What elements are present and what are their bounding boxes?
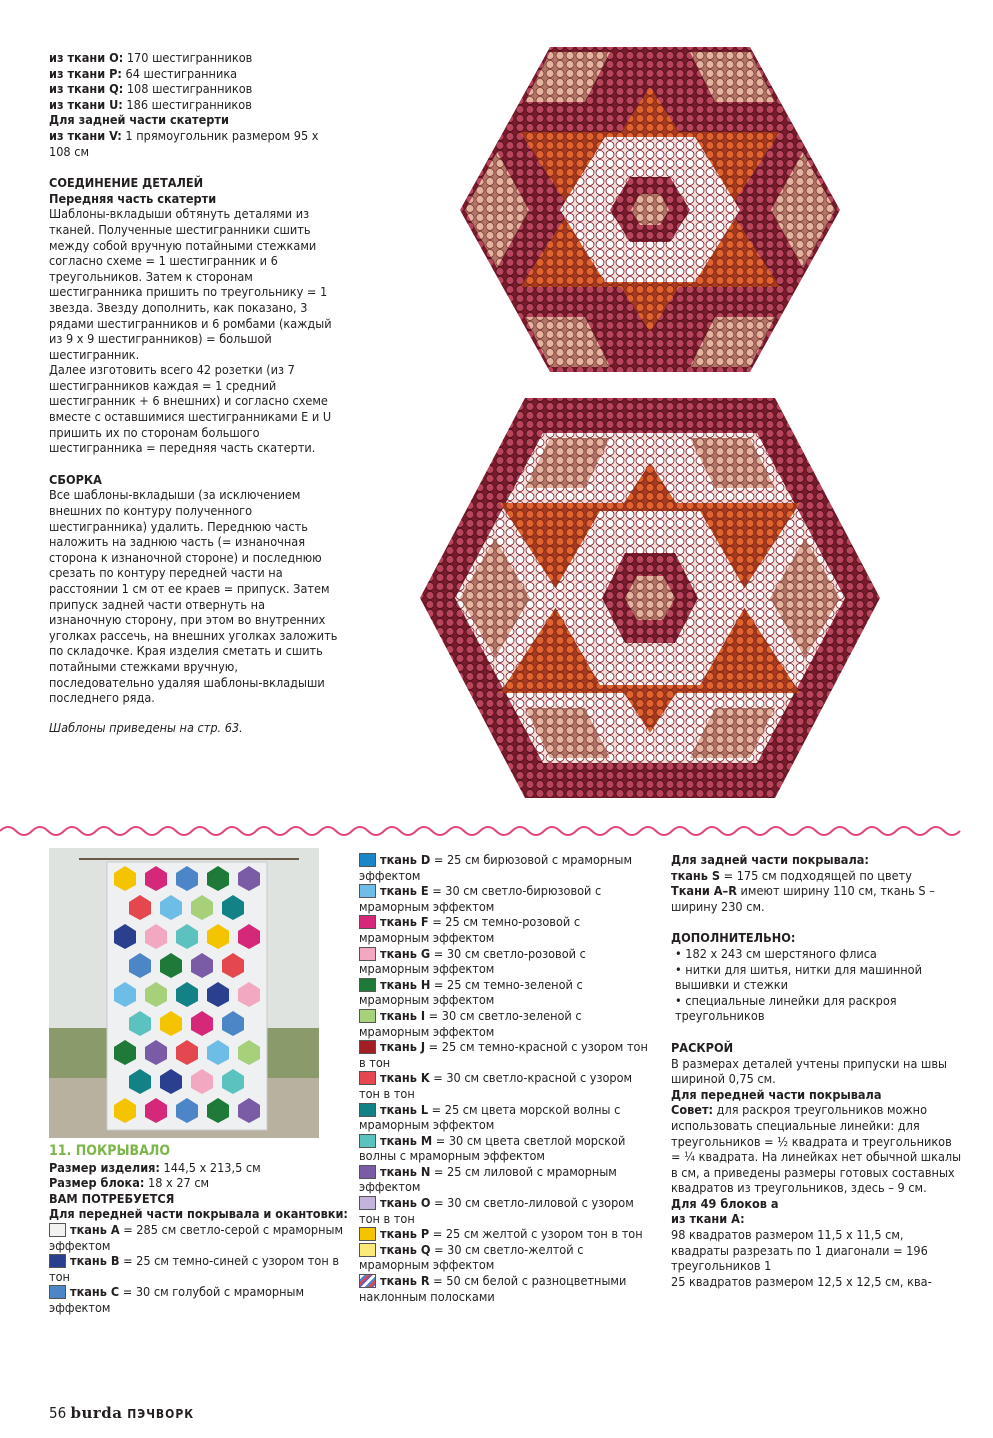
- extra-item-3: • специальные линейки для раскроя треугольников: [675, 992, 897, 1024]
- fabric-item: ткань O = 30 см светло-лиловой с узором тон в тон: [359, 1195, 634, 1226]
- fabric-swatch: [359, 1103, 376, 1117]
- page-footer: [49, 1404, 194, 1422]
- cut-line-1: 98 квадратов размером 11,5 x 11,5 см, квадраты разрезать по 1 диагонали = 196 треугольников 1: [671, 1227, 928, 1274]
- right-column: [671, 852, 963, 1289]
- wavy-divider: [0, 818, 993, 840]
- fabric-swatch: [359, 1243, 376, 1257]
- front-heading: Передняя часть скатерти: [49, 190, 217, 206]
- cut-heading: РАСКРОЙ: [671, 1039, 734, 1055]
- fabric-swatch: [359, 1040, 376, 1054]
- fabric-item: ткань A = 285 см светло-серой с мраморным эффектом: [49, 1221, 344, 1253]
- back-quilt-heading: Для задней части покрывала:: [671, 852, 869, 867]
- fabric-swatch: [359, 853, 376, 867]
- fabric-swatch: [359, 947, 376, 961]
- extra-item-1: • 182 x 243 см шерстяного флиса: [675, 945, 877, 961]
- fabric-list-second: [359, 852, 651, 1304]
- fabric-item: ткань L = 25 см цвета морской волны с мраморным эффектом: [359, 1101, 621, 1133]
- materials-text-block: [49, 50, 339, 735]
- amount-q: из ткани Q: 108 шестигранников: [49, 81, 253, 97]
- amount-o: из ткани O: 170 шестигранников: [49, 50, 253, 65]
- fabric-swatch: [359, 1165, 376, 1179]
- fabric-item: ткань J = 25 см темно-красной с узором тон в тон: [359, 1039, 648, 1070]
- amount-v: из ткани V: 1 прямоугольник размером 95 x 108 см: [49, 127, 319, 159]
- fabric-swatch: [49, 1254, 66, 1268]
- fabric-item: ткань M = 30 см цвета светлой морской волны с мраморным эффектом: [359, 1132, 626, 1164]
- fabric-swatch: [359, 915, 376, 929]
- fabric-swatch: [359, 1009, 376, 1023]
- page-number: 56: [49, 1404, 67, 1422]
- join-heading: СОЕДИНЕНИЕ ДЕТАЛЕЙ: [49, 175, 204, 191]
- fabric-width-note: Ткани A–R имеют ширину 110 см, ткань S – ширину 230 см.: [671, 883, 935, 914]
- fabric-item: ткань H = 25 см темно-зеленой с мраморным эффектом: [359, 976, 583, 1008]
- amount-u: из ткани U: 186 шестигранников: [49, 96, 252, 112]
- fabric-swatch: [359, 1196, 376, 1210]
- fabric-swatch: [49, 1223, 66, 1237]
- fabric-swatch: [359, 1134, 376, 1148]
- fabric-item: ткань D = 25 см бирюзовой с мраморным эффектом: [359, 852, 633, 883]
- brand-logo: burda: [70, 1404, 123, 1422]
- fabric-item: ткань Q = 30 см светло-желтой с мраморным эффектом: [359, 1241, 584, 1273]
- front-text: Шаблоны-вкладыши обтянуть деталями из тканей. Полученные шестигранники сшить между собой вручную потайными стежками согласно схеме = 1 шестигранник и 6 треугольников. Затем к сторонам шестигранника пришить по треугольнику = 1 звезда. Звезду дополнить, как показано, 3 рядами шестигранников и 6 ромбами (каждый из 9 x 9 шестигранников) = большой шестигранник.: [49, 206, 332, 362]
- extra-item-2: • нитки для шитья, нитки для машинной вышивки и стежки: [675, 961, 922, 993]
- quilt-photo: [49, 848, 319, 1138]
- cut-line-2: 25 квадратов размером 12,5 x 12,5 см, ква-: [671, 1273, 932, 1289]
- fabric-swatch: [359, 1274, 376, 1288]
- need-heading: ВАМ ПОТРЕБУЕТСЯ: [49, 1190, 175, 1206]
- fabric-swatch: [359, 1071, 376, 1085]
- fabric-item: ткань F = 25 см темно-розовой с мраморным эффектом: [359, 914, 581, 945]
- templates-note: Шаблоны приведены на стр. 63.: [49, 719, 243, 735]
- cut-intro: В размерах деталей учтены припуски на швы шириной 0,75 см.: [671, 1055, 947, 1087]
- blocks-heading: Для 49 блоков а: [671, 1195, 779, 1211]
- fabric-item: ткань G = 30 см светло-розовой с мраморным эффектом: [359, 945, 586, 977]
- tip: Совет: для раскроя треугольников можно использовать специальные линейки: для треугольников = ½ квадрата и треугольников = ¼ квадрата. На линейках нет обычной шкалы в см, а приведены размеры готовых составных квадратов из треугольников, здесь – 9 см.: [671, 1102, 962, 1196]
- quilt-info: [49, 1144, 349, 1316]
- star-hexagon-diagram: [455, 42, 845, 377]
- fabric-item: ткань K = 30 см светло-красной с узором тон в тон: [359, 1070, 633, 1101]
- fabric-swatch: [49, 1285, 66, 1299]
- quilt-title: 11. ПОКРЫВАЛО: [49, 1143, 171, 1159]
- fabric-swatch: [359, 978, 376, 992]
- fabric-a-heading: из ткани A:: [671, 1211, 745, 1227]
- fabric-s: ткань S = 175 см подходящей по цвету: [671, 867, 912, 883]
- fabric-item: ткань I = 30 см светло-зеленой с мраморным эффектом: [359, 1007, 582, 1039]
- amount-p: из ткани P: 64 шестигранника: [49, 65, 238, 81]
- tablecloth-diagram: [415, 393, 885, 803]
- front-text-2: Далее изготовить всего 42 розетки (из 7 шестигранников каждая = 1 средний шестигранник + 6 внешних) и согласно схеме вместе с оставшимися шестигранниками E и U пришить их по сторонам большого шестигранника = передняя часть скатерти.: [49, 362, 332, 456]
- fabric-swatch: [359, 884, 376, 898]
- quilt-size: Размер изделия: 144,5 x 213,5 см: [49, 1159, 261, 1175]
- fabric-item: ткань R = 50 см белой с разноцветными наклонным полосками: [359, 1273, 627, 1304]
- fabric-item: ткань N = 25 см лиловой с мраморным эффектом: [359, 1163, 617, 1195]
- fabric-item: ткань C = 30 см голубой с мраморным эффектом: [49, 1284, 305, 1315]
- fabric-item: ткань P = 25 см желтой с узором тон в тон: [359, 1226, 651, 1242]
- section-name: ПЭЧВОРК: [122, 1407, 195, 1421]
- cut-front-heading: Для передней части покрывала: [671, 1086, 882, 1102]
- fabric-item: ткань E = 30 см светло-бирюзовой с мраморным эффектом: [359, 883, 602, 914]
- assembly-text: Все шаблоны-вкладыши (за исключением внешних по контуру полученного шестигранника) удалить. Переднюю часть наложить на заднюю часть (= изнаночная сторона к изнаночной стороне) и последнюю срезать по контуру передней части на расстоянии 1 см от ее краев = припуск. Затем припуск задней части отвернуть на изнаночную сторону, при этом во внутренних уголках рассечь, на внешних уголках заложить по складочке. Края изделия сметать и сшить потайными стежками вручную, последовательно удаляя шаблоны-вкладыши последнего ряда.: [49, 487, 338, 706]
- quilt-block-size: Размер блока: 18 x 27 см: [49, 1175, 210, 1191]
- fabric-item: ткань B = 25 см темно-синей с узором тон в тон: [49, 1253, 340, 1284]
- assembly-heading: СБОРКА: [49, 471, 102, 487]
- fabric-list-first: [49, 1222, 349, 1316]
- extra-heading: ДОПОЛНИТЕЛЬНО:: [671, 930, 796, 946]
- front-binding-heading: Для передней части покрывала и окантовки:: [49, 1206, 348, 1222]
- back-heading: Для задней части скатерти: [49, 112, 229, 128]
- fabric-swatch: [359, 1227, 376, 1241]
